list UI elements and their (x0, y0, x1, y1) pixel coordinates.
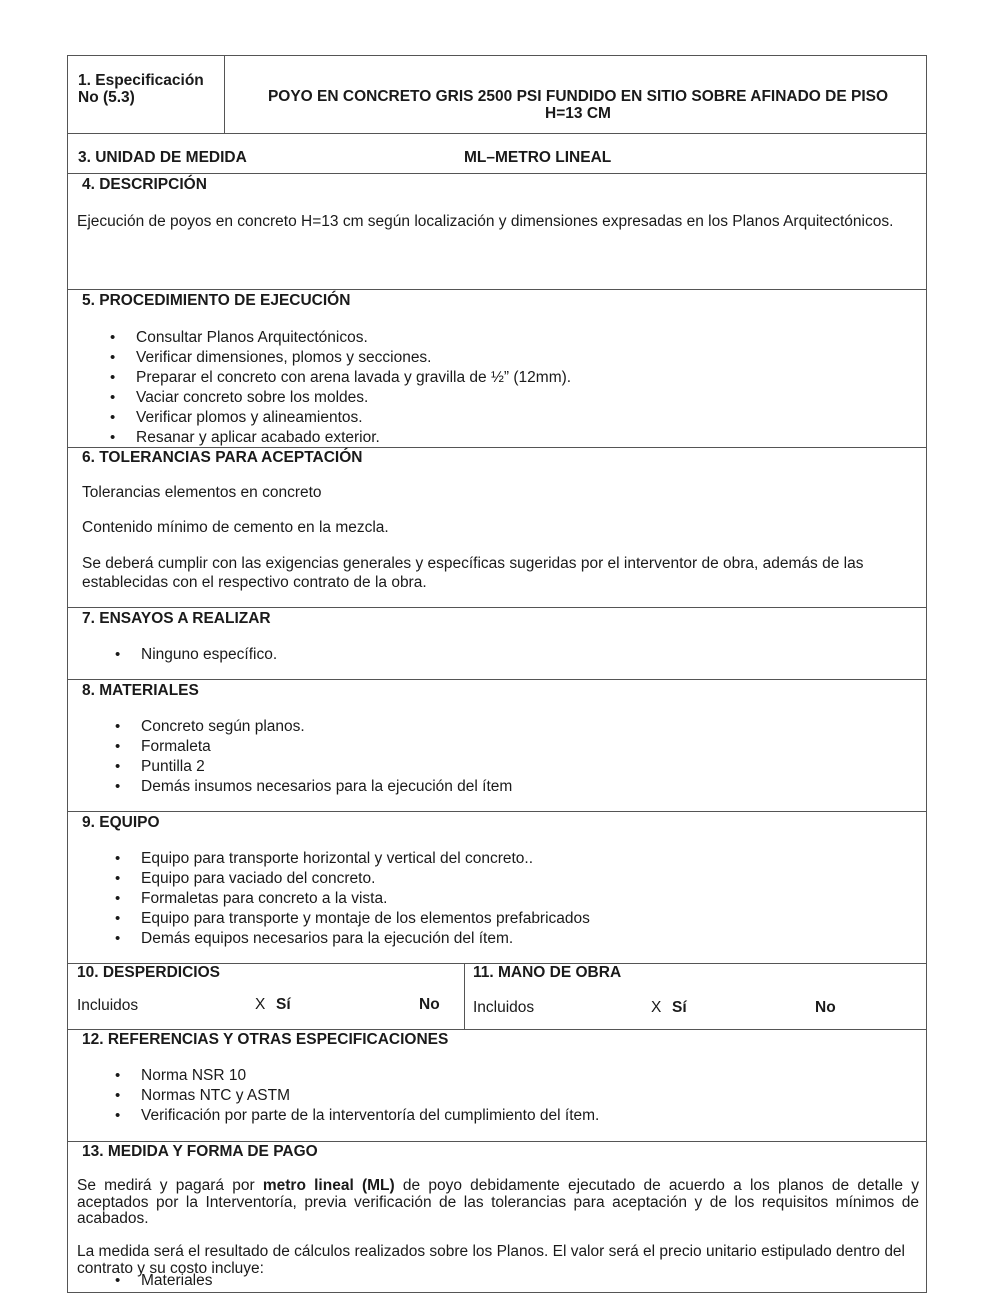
description-section (68, 173, 926, 289)
labor-check-mark[interactable]: X (651, 999, 662, 1016)
tolerances-p2: Contenido mínimo de cemento en la mezcla. (82, 519, 389, 536)
list-item: • Norma NSR 10 (109, 1066, 599, 1086)
waste-heading: 10. DESPERDICIOS (77, 964, 220, 981)
tolerances-section (68, 447, 926, 607)
list-item: • Puntilla 2 (109, 757, 512, 777)
header-divider (224, 56, 225, 133)
waste-labor-divider (464, 964, 465, 1030)
procedure-list (104, 328, 571, 448)
labor-heading: 11. MANO DE OBRA (473, 964, 622, 981)
waste-label: Incluidos (77, 997, 139, 1014)
waste-check-mark[interactable]: X (255, 996, 266, 1013)
payment-p1-pre: Se medirá y pagará por (77, 1177, 263, 1194)
list-item: • Materiales (109, 1272, 213, 1290)
materials-heading: 8. MATERIALES (82, 682, 199, 699)
tolerances-p1: Tolerancias elementos en concreto (82, 484, 322, 501)
payment-p1-post: de poyo debidamente ejecutado de acuerdo a los planos de detalle y aceptados por la Interventoría, previa verificación de las tolerancias para aceptación y de los requisitos mínimos de acabados. (77, 1177, 919, 1227)
list-item: • Preparar el concreto con arena lavada y gravilla de ½” (12mm). (104, 368, 571, 388)
materials-list (109, 717, 512, 797)
list-item: • Ninguno específico. (109, 645, 277, 665)
spec-title (228, 88, 928, 122)
references-heading: 12. REFERENCIAS Y OTRAS ESPECIFICACIONES (82, 1031, 449, 1048)
payment-list (109, 1272, 213, 1290)
list-item: • Verificación por parte de la interventoría del cumplimiento del ítem. (109, 1106, 599, 1126)
list-item: • Verificar dimensiones, plomos y secciones. (104, 348, 571, 368)
list-item: • Concreto según planos. (109, 717, 512, 737)
list-item: • Vaciar concreto sobre los moldes. (104, 388, 571, 408)
payment-p1-bold: metro lineal (ML) (262, 1177, 395, 1194)
list-item: • Formaleta (109, 737, 512, 757)
unit-label: 3. UNIDAD DE MEDIDA (78, 149, 247, 166)
specification-sheet (67, 55, 927, 1293)
references-list (109, 1066, 599, 1126)
labor-no[interactable]: No (815, 999, 836, 1016)
tests-heading: 7. ENSAYOS A REALIZAR (82, 610, 271, 627)
labor-label: Incluidos (473, 999, 535, 1016)
waste-yes[interactable]: Sí (276, 996, 291, 1013)
list-item: • Formaletas para concreto a la vista. (109, 889, 590, 909)
spec-title-line2: H=13 CM (545, 105, 611, 122)
payment-section (68, 1141, 926, 1293)
materials-section (68, 679, 926, 811)
list-item: • Normas NTC y ASTM (109, 1086, 599, 1106)
equipment-heading: 9. EQUIPO (82, 814, 160, 831)
tolerances-heading: 6. TOLERANCIAS PARA ACEPTACIÓN (82, 449, 363, 466)
description-text: Ejecución de poyos en concreto H=13 cm según localización y dimensiones expresadas en los Planos Arquitectónicos. (77, 213, 894, 230)
procedure-section (68, 289, 926, 447)
description-heading: 4. DESCRIPCIÓN (82, 176, 207, 193)
tests-section (68, 607, 926, 679)
payment-heading: 13. MEDIDA Y FORMA DE PAGO (82, 1143, 318, 1160)
unit-row (68, 133, 926, 173)
tests-list (109, 645, 277, 665)
list-item: • Equipo para transporte horizontal y vertical del concreto.. (109, 849, 590, 869)
tolerances-p3: Se deberá cumplir con las exigencias generales y específicas sugeridas por el interventor de obra, además de las establecidas con el respectivo contrato de la obra. (82, 555, 864, 591)
waste-no[interactable]: No (419, 996, 440, 1013)
waste-labor-row (68, 963, 926, 1029)
list-item: • Equipo para vaciado del concreto. (109, 869, 590, 889)
labor-yes[interactable]: Sí (672, 999, 687, 1016)
list-item: • Verificar plomos y alineamientos. (104, 408, 571, 428)
list-item: • Consultar Planos Arquitectónicos. (104, 328, 571, 348)
list-item: • Demás equipos necesarios para la ejecución del ítem. (109, 929, 590, 949)
procedure-heading: 5. PROCEDIMIENTO DE EJECUCIÓN (82, 292, 351, 309)
spec-title-line1: POYO EN CONCRETO GRIS 2500 PSI FUNDIDO EN SITIO SOBRE AFINADO DE PISO (267, 88, 889, 105)
list-item: • Equipo para transporte y montaje de los elementos prefabricados (109, 909, 590, 929)
equipment-section (68, 811, 926, 963)
payment-paragraph-2: La medida será el resultado de cálculos realizados sobre los Planos. El valor será el precio unitario estipulado dentro del contrato y su costo incluye: (77, 1243, 906, 1277)
references-section (68, 1029, 926, 1141)
equipment-list (109, 849, 590, 949)
payment-paragraph-1 (77, 1178, 919, 1228)
spec-number-label: 1. Especificación No (5.3) (78, 72, 204, 106)
unit-value: ML–METRO LINEAL (464, 149, 612, 166)
list-item: • Resanar y aplicar acabado exterior. (104, 428, 571, 448)
list-item: • Demás insumos necesarios para la ejecución del ítem (109, 777, 512, 797)
